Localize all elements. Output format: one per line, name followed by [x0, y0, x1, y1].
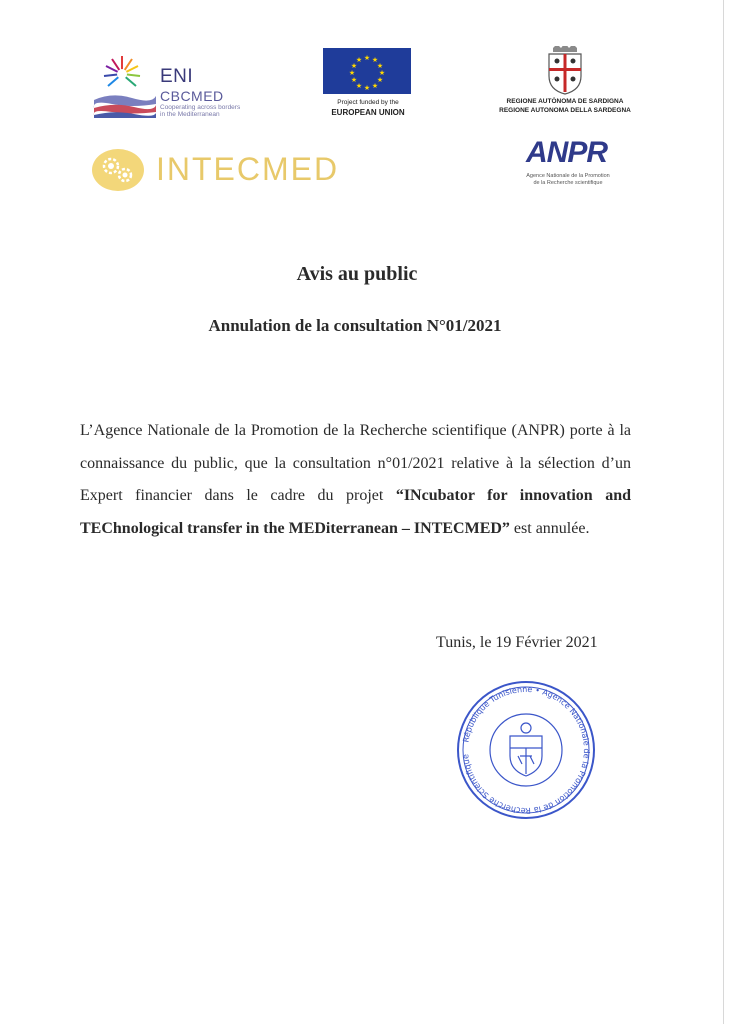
svg-text:★: ★ [371, 56, 379, 64]
svg-text:★: ★ [350, 62, 358, 70]
eni-cbcmed-logo [92, 52, 262, 124]
svg-text:★: ★ [376, 62, 384, 70]
scan-edge-line [723, 0, 724, 1024]
sardegna-name-it: REGIONE AUTONOMA DELLA SARDEGNA [499, 107, 631, 114]
anpr-subtitle-line2: de la Recherche scientifique [533, 180, 603, 186]
document-title: Avis au public [296, 263, 418, 285]
svg-text:★: ★ [350, 76, 358, 84]
eni-sunburst-icon [92, 52, 156, 124]
stamp-outer-text: République Tunisienne • Agence Nationale de la Promotion de la Recherche Scientifique [461, 684, 592, 816]
eu-name: EUROPEAN UNION [331, 108, 405, 117]
anpr-name: ANPR [526, 136, 608, 169]
svg-text:★: ★ [355, 82, 363, 90]
document-subtitle: Annulation de la consultation N°01/2021 [208, 316, 502, 335]
sardegna-crest-icon [490, 46, 640, 96]
project-name: “INcubator for innovation and TEChnological transfer in the MEDiterranean – INTECMED” [80, 487, 631, 537]
svg-text:★: ★ [376, 76, 384, 84]
eu-flag [323, 48, 411, 94]
eu-stars-icon [323, 48, 411, 94]
svg-text:★: ★ [348, 69, 356, 77]
official-stamp [452, 680, 600, 820]
eni-tagline-line2: in the Mediterranean [160, 111, 220, 118]
svg-text:★: ★ [363, 54, 371, 62]
body-text-part2: est annulée. [509, 519, 590, 537]
anpr-logo [520, 136, 630, 196]
body-text-part1: L’Agence Nationale de la Promotion de la Recherche scientifique (ANPR) porte à la connaissance du public, que la consultation n°01/2021 relative à la sélection d’un Expert financier dans le cadre du projet [80, 422, 631, 504]
document-date: Tunis, le 19 Février 2021 [436, 634, 598, 651]
intecmed-name: INTECMED [156, 151, 340, 187]
svg-text:★: ★ [378, 69, 386, 77]
svg-text:★: ★ [371, 82, 379, 90]
eu-funded-text: Project funded by the [337, 99, 399, 106]
sardegna-name-sard: REGIONE AUTÒNOMA DE SARDIGNA [506, 98, 624, 105]
stamp-seal-icon [452, 680, 600, 820]
cbcmed-title: CBCMED [160, 88, 224, 104]
svg-text:★: ★ [363, 84, 371, 92]
svg-text:★: ★ [355, 56, 363, 64]
eni-title: ENI [160, 66, 194, 87]
intecmed-logo [92, 148, 372, 194]
eni-tagline-line1: Cooperating across borders [160, 104, 241, 111]
announcement-body [80, 415, 631, 545]
eni-tagline [160, 104, 270, 118]
sardegna-logo [490, 46, 650, 120]
anpr-subtitle-line1: Agence Nationale de la Promotion [526, 173, 610, 179]
european-union-logo [323, 48, 415, 120]
gears-icon [92, 148, 148, 192]
